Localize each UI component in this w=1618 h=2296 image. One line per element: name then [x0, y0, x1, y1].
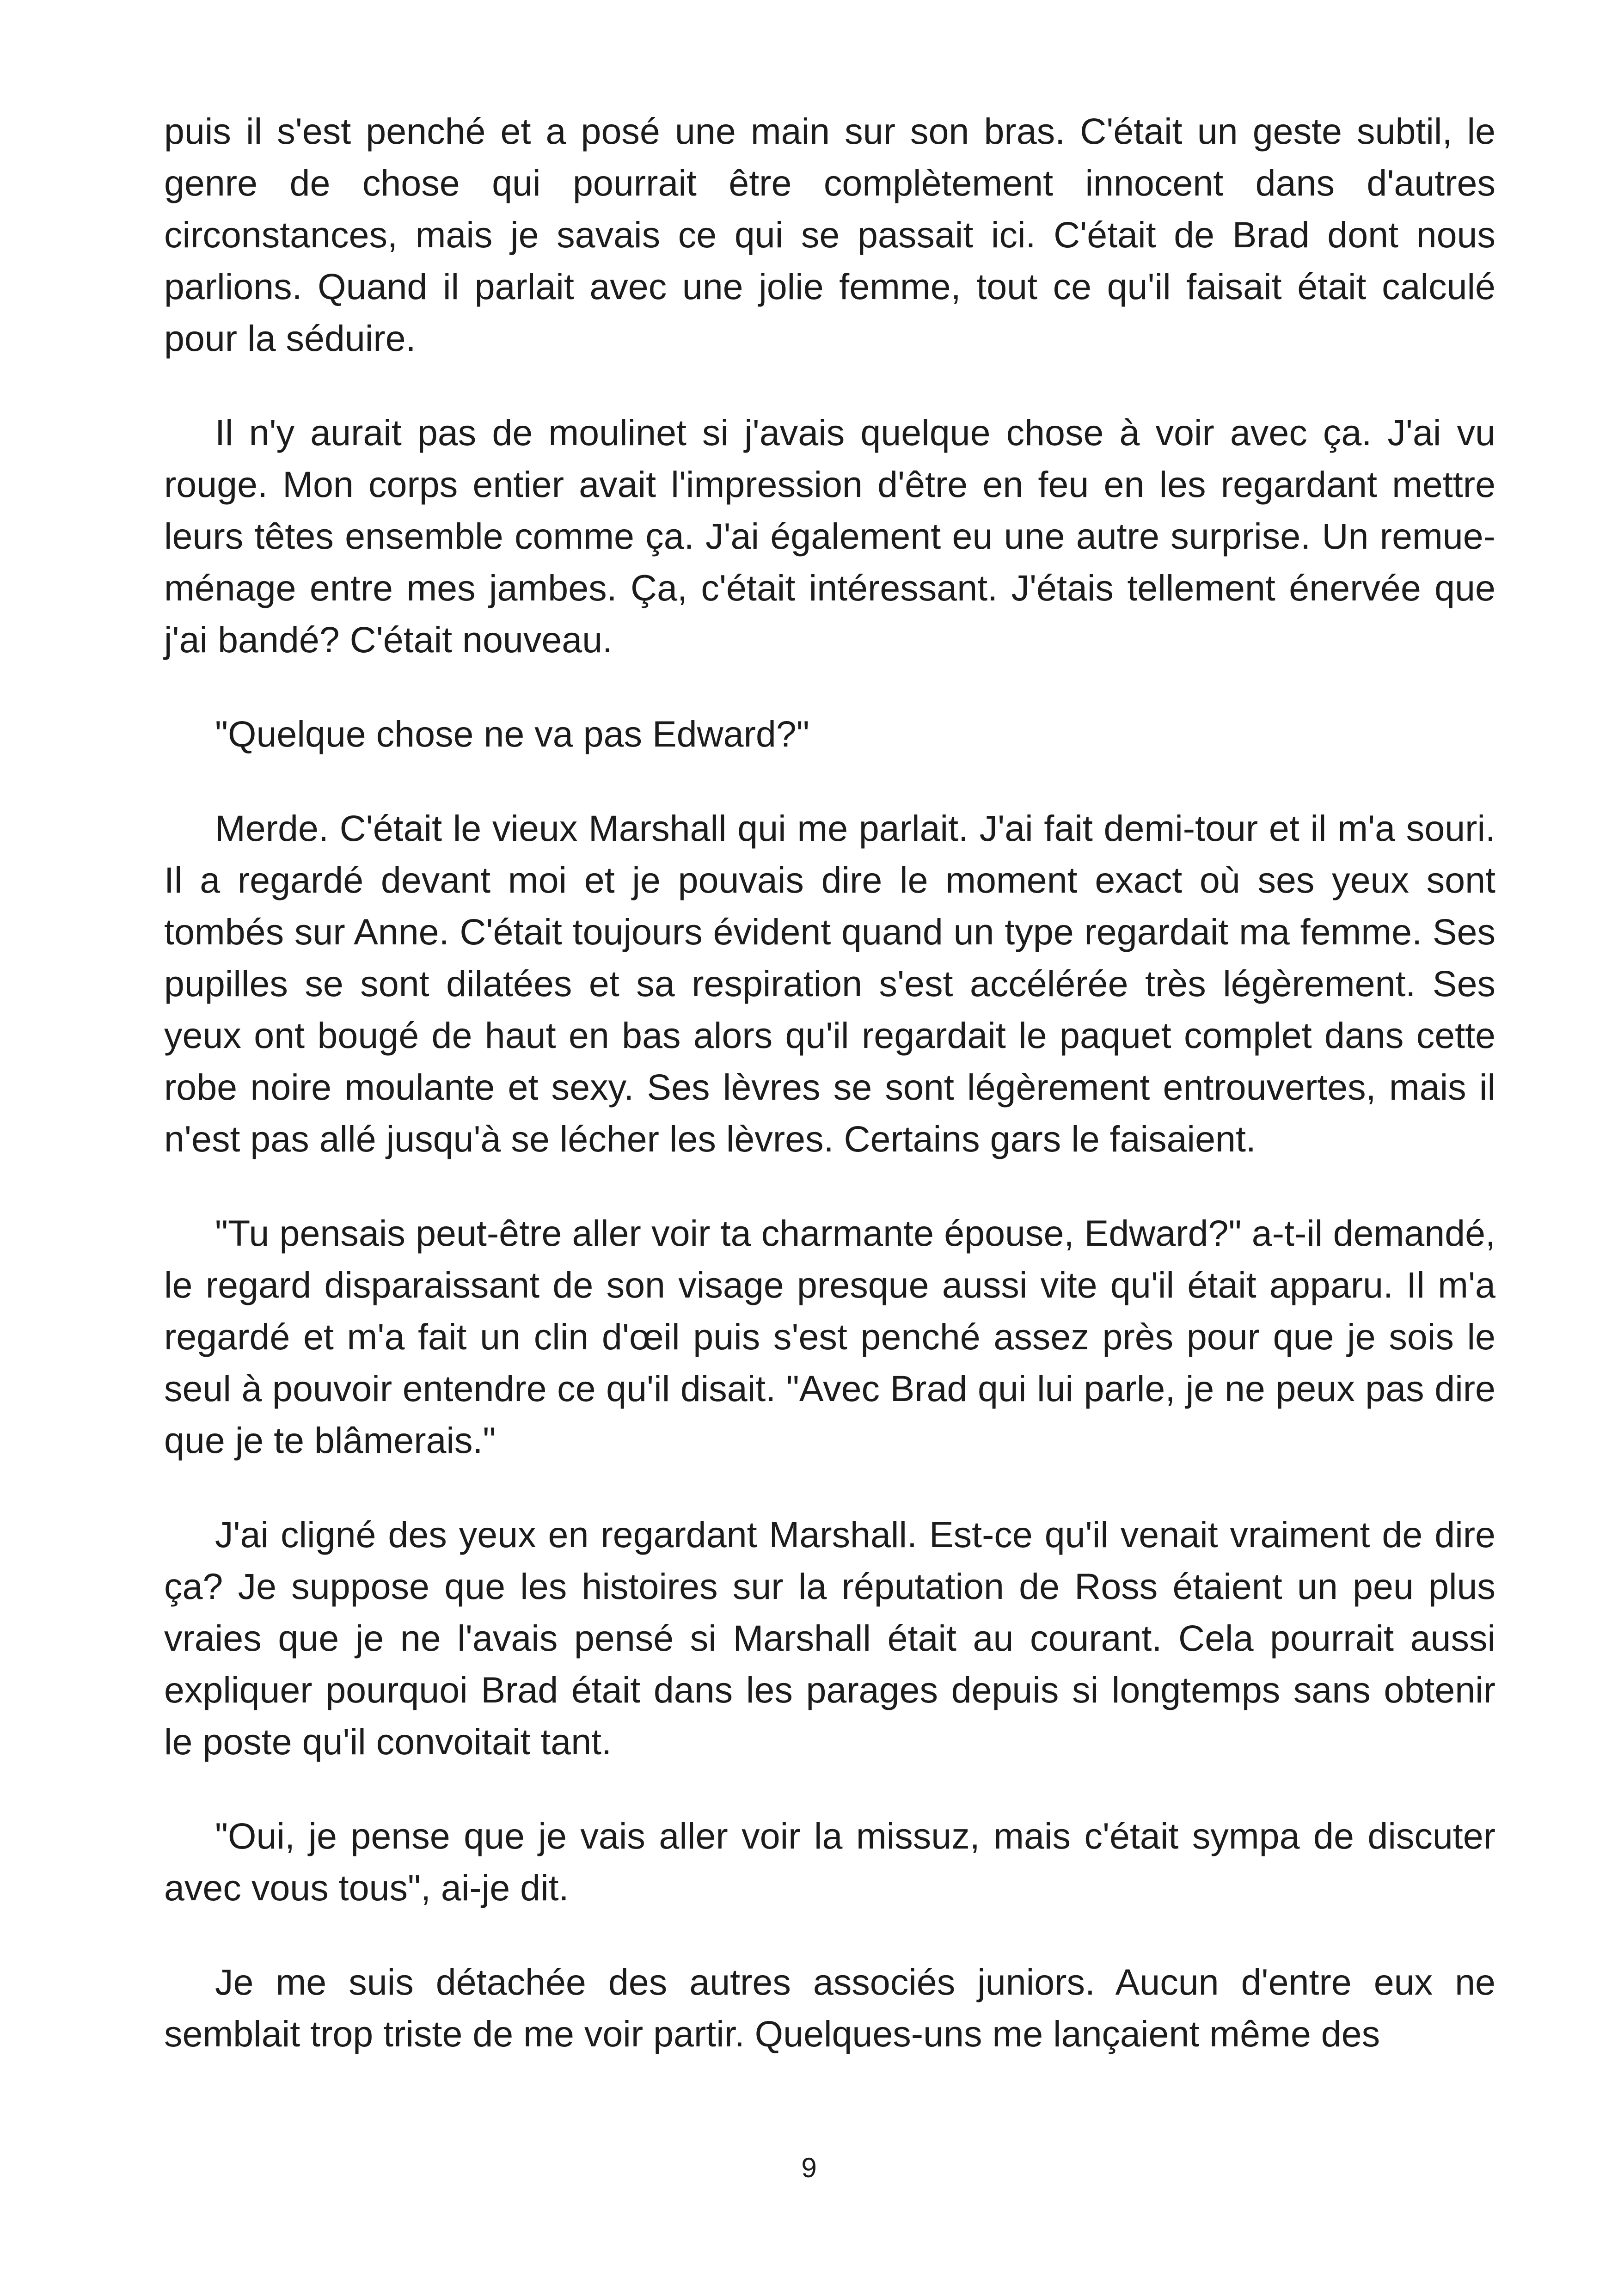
paragraph: "Quelque chose ne va pas Edward?"	[215, 713, 809, 754]
paragraph: Merde. C'était le vieux Marshall qui me parlait. J'ai fait demi-tour et il m'a souri. Il a regardé devant moi et je pouvais dire le moment exact où ses yeux sont tombés sur Anne. C'était toujours évident quand un type regardait ma femme. Ses pupilles se sont dilatées et sa respiration s'est accélérée très légèrement. Ses yeux ont bougé de haut en bas alors qu'il regardait le paquet complet dans cette robe noire moulante et sexy. Ses lèvres se sont légèrement entrouvertes, mais il n'est pas allé jusqu'à se lécher les lèvres. Certains gars le faisaient.	[164, 808, 1495, 1159]
paragraph: Il n'y aurait pas de moulinet si j'avais quelque chose à voir avec ça. J'ai vu rouge. Mon corps entier avait l'impression d'être en feu en les regardant mettre leurs têtes ensemble comme ça. J'ai également eu une autre surprise. Un remue-ménage entre mes jambes. Ça, c'était intéressant. J'étais tellement énervée que j'ai bandé? C'était nouveau.	[164, 412, 1495, 660]
page-number: 9	[801, 2152, 817, 2183]
paragraph: "Tu pensais peut-être aller voir ta charmante épouse, Edward?" a-t-il demandé, le regard disparaissant de son visage presque aussi vite qu'il était apparu. Il m'a regardé et m'a fait un clin d'œil puis s'est penché assez près pour que je sois le seul à pouvoir entendre ce qu'il disait. "Avec Brad qui lui parle, je ne peux pas dire que je te blâmerais."	[164, 1212, 1495, 1461]
paragraph: "Oui, je pense que je vais aller voir la missuz, mais c'était sympa de discuter avec vous tous", ai-je dit.	[164, 1815, 1495, 1908]
paragraph: J'ai cligné des yeux en regardant Marshall. Est-ce qu'il venait vraiment de dire ça? Je suppose que les histoires sur la réputation de Ross étaient un peu plus vraies que je ne l'avais pensé si Marshall était au courant. Cela pourrait aussi expliquer pourquoi Brad était dans les parages depuis si longtemps sans obtenir le poste qu'il convoitait tant.	[164, 1514, 1495, 1762]
body-text	[164, 105, 1495, 2060]
paragraph: Je me suis détachée des autres associés juniors. Aucun d'entre eux ne semblait trop triste de me voir partir. Quelques-uns me lançaient même des	[164, 1961, 1495, 2054]
paragraph: puis il s'est penché et a posé une main sur son bras. C'était un geste subtil, le genre de chose qui pourrait être complètement innocent dans d'autres circonstances, mais je savais ce qui se passait ici. C'était de Brad dont nous parlions. Quand il parlait avec une jolie femme, tout ce qu'il faisait était calculé pour la séduire.	[164, 110, 1495, 359]
